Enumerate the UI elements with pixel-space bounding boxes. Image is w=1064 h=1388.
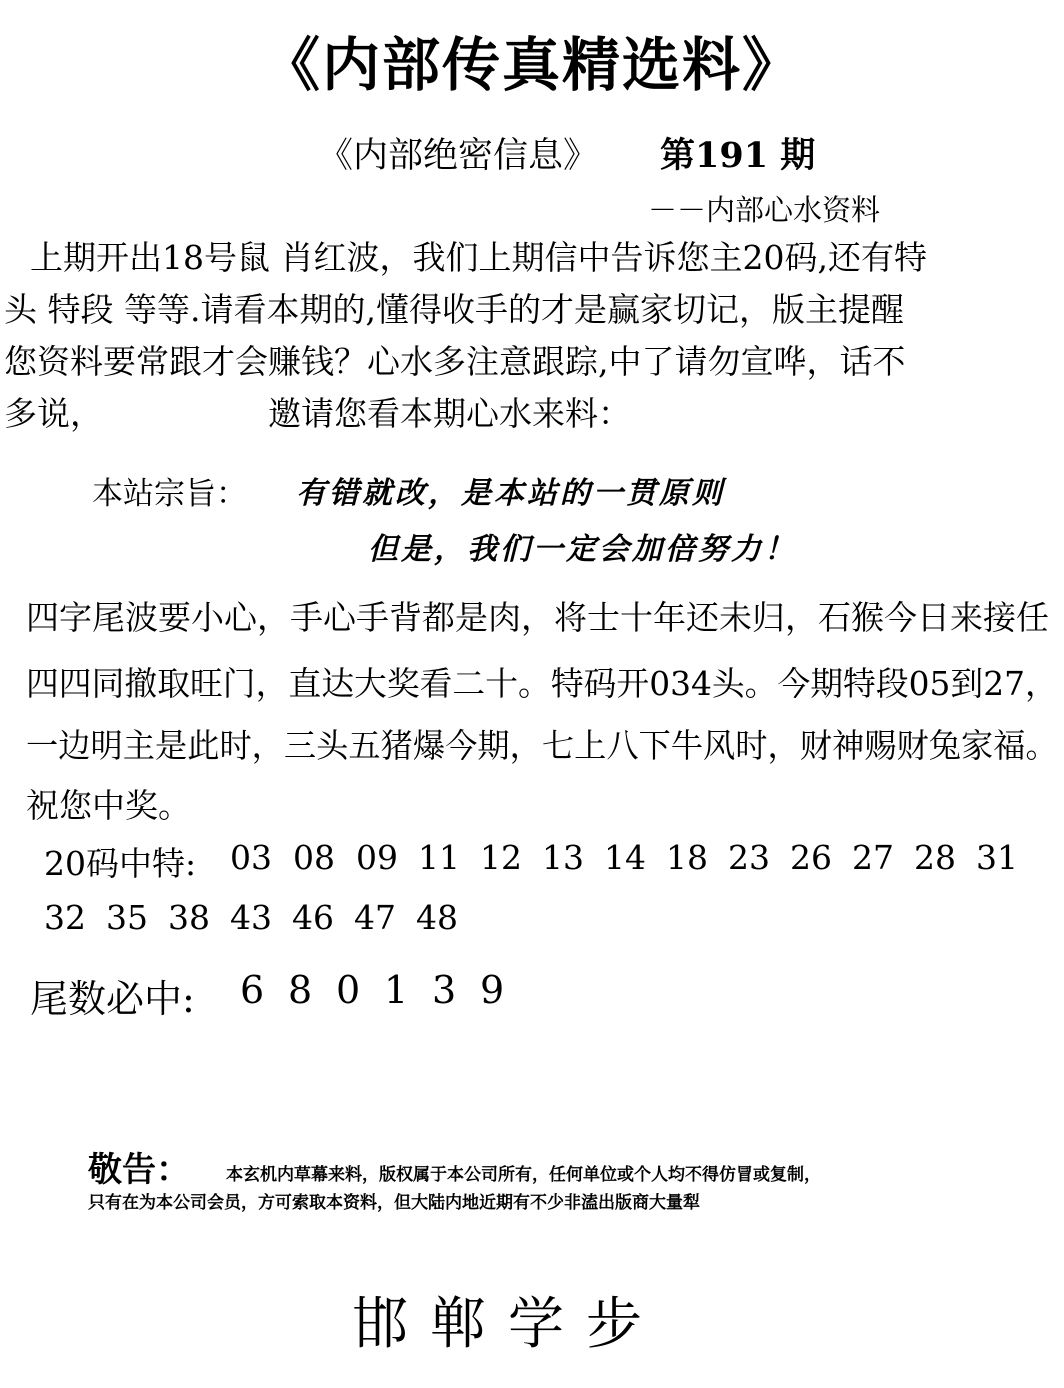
number-item: 08: [293, 838, 335, 877]
number-item: 32: [44, 898, 86, 937]
source-note: －－内部心水资料: [648, 193, 881, 227]
numbers-label: 20码中特:: [44, 844, 197, 883]
tail-digit: 0: [336, 968, 361, 1012]
intro-line: 多说，: [4, 394, 103, 433]
tail-digit: 9: [480, 968, 505, 1012]
issue-number: 第191 期: [660, 135, 816, 176]
number-item: 43: [230, 898, 272, 937]
intro-line: 上期开出18号鼠 肖红波，我们上期信中告诉您主20码,还有特: [30, 238, 927, 277]
tail-digit: 3: [432, 968, 457, 1012]
number-item: 46: [292, 898, 334, 937]
number-item: 27: [852, 838, 894, 877]
sub-title: 《内部绝密信息》: [318, 136, 599, 176]
notice-line: 只有在为本公司会员，方可索取本资料，但大陆内地近期有不少非溘出版商大量犁: [88, 1193, 700, 1213]
poem-line: 祝您中奖。: [26, 786, 191, 825]
main-title: 《内部传真精选料》: [261, 31, 802, 99]
notice-line: 本玄机内草幕来料，版权属于本公司所有，任何单位或个人均不得仿冒或复制，: [226, 1165, 821, 1185]
number-item: 38: [168, 898, 210, 937]
tail-label: 尾数必中:: [30, 977, 195, 1021]
intro-line-invite: 邀请您看本期心水来料：: [268, 394, 631, 433]
intro-line: 您资料要常跟才会赚钱？心水多注意跟踪,中了请勿宣哗，话不: [4, 342, 906, 381]
tail-digit: 8: [288, 968, 313, 1012]
poem-line: 一边明主是此时，三头五猪爆今期，七上八下牛风时，财神赐财兔家福。: [26, 726, 1058, 765]
number-item: 28: [914, 838, 956, 877]
motto-label: 本站宗旨：: [92, 476, 247, 512]
motto-line: 但是，我们一定会加倍努力！: [368, 532, 797, 567]
poem-line: 四字尾波要小心，手心手背都是肉，将士十年还未归，石猴今日来接任: [26, 598, 1049, 637]
footer-slogan: 邯郸学步: [352, 1292, 664, 1357]
number-item: 09: [356, 838, 398, 877]
number-item: 47: [354, 898, 396, 937]
number-item: 48: [416, 898, 458, 937]
notice-label: 敬告：: [88, 1150, 190, 1190]
number-item: 13: [542, 838, 584, 877]
number-item: 31: [976, 838, 1018, 877]
motto-line: 有错就改，是本站的一贯原则: [296, 476, 725, 511]
number-item: 18: [666, 838, 708, 877]
number-item: 23: [728, 838, 770, 877]
number-item: 14: [604, 838, 646, 877]
number-item: 12: [480, 838, 522, 877]
tail-digit: 6: [240, 968, 265, 1012]
intro-line: 头 特段 等等.请看本期的,懂得收手的才是赢家切记，版主提醒: [4, 290, 904, 329]
number-item: 11: [418, 838, 460, 877]
number-item: 26: [790, 838, 832, 877]
poem-line: 四四同撤取旺门，直达大奖看二十。特码开034头。今期特段05到27，: [26, 664, 1058, 703]
tail-digit: 1: [384, 968, 409, 1012]
number-item: 03: [230, 838, 272, 877]
number-item: 35: [106, 898, 148, 937]
